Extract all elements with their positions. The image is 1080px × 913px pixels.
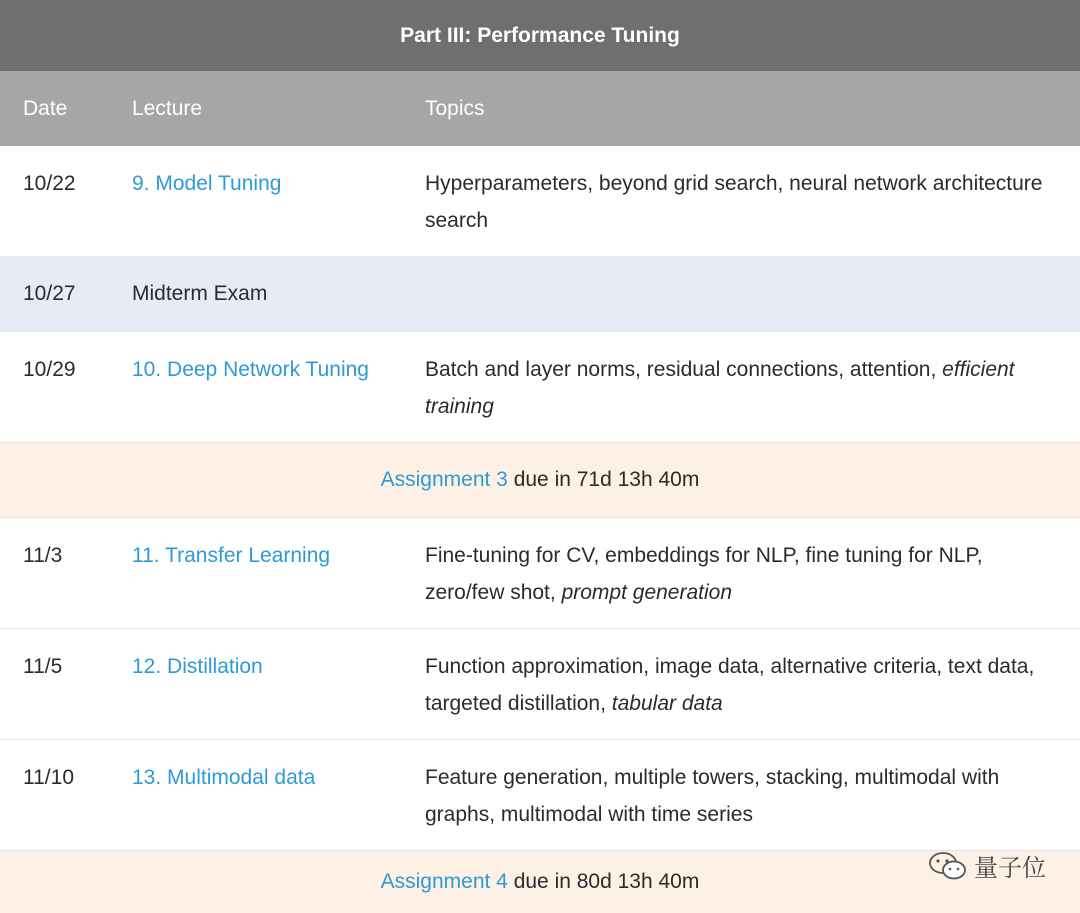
lecture-link[interactable]: 10. Deep Network Tuning bbox=[132, 358, 369, 381]
topics-text: Function approximation, image data, alternative criteria, text data, targeted distillation, bbox=[425, 655, 1035, 715]
watermark bbox=[928, 848, 1046, 883]
row-date: 10/29 bbox=[23, 358, 76, 381]
wechat-icon bbox=[928, 851, 968, 881]
column-header-lecture: Lecture bbox=[132, 97, 203, 120]
assignment-due: due in 80d 13h 40m bbox=[513, 870, 700, 893]
assignment-due: due in 71d 13h 40m bbox=[513, 468, 700, 491]
row-topics: Feature generation, multiple towers, stacking, multimodal with graphs, multimodal with time series bbox=[425, 766, 1000, 826]
row-date: 11/3 bbox=[23, 544, 63, 567]
assignment-row bbox=[0, 443, 1080, 518]
assignment-link[interactable]: Assignment 3 bbox=[380, 468, 508, 491]
column-header-date: Date bbox=[23, 97, 68, 120]
exam-row bbox=[0, 257, 1080, 332]
table-row bbox=[0, 146, 1080, 257]
topics-text: Fine-tuning for CV, embeddings for NLP, fine tuning for NLP, zero/few shot, bbox=[425, 544, 983, 604]
column-header-row bbox=[0, 71, 1080, 146]
exam-label: Midterm Exam bbox=[132, 281, 268, 305]
row-topics: Hyperparameters, beyond grid search, neural network architecture search bbox=[425, 172, 1043, 232]
lecture-link[interactable]: 13. Multimodal data bbox=[132, 766, 316, 789]
topics-text: Batch and layer norms, residual connections, attention, bbox=[425, 358, 937, 381]
row-date: 11/10 bbox=[23, 766, 74, 789]
part-title: Part III: Performance Tuning bbox=[0, 0, 1080, 71]
table-row bbox=[0, 629, 1080, 740]
assignment-row bbox=[0, 851, 1080, 913]
row-topics bbox=[425, 538, 1080, 611]
topics-emphasis: prompt generation bbox=[561, 580, 733, 604]
column-header-topics: Topics bbox=[425, 97, 485, 120]
lecture-link[interactable]: 9. Model Tuning bbox=[132, 172, 282, 195]
topics-emphasis: tabular data bbox=[611, 691, 723, 715]
topics-emphasis: efficient training bbox=[425, 358, 1015, 418]
table-row bbox=[0, 740, 1080, 851]
lecture-link[interactable]: 12. Distillation bbox=[132, 655, 263, 678]
table-row bbox=[0, 518, 1080, 629]
row-date: 11/5 bbox=[23, 655, 63, 678]
assignment-link[interactable]: Assignment 4 bbox=[380, 870, 508, 893]
watermark-text: 量子位 bbox=[974, 855, 1046, 882]
row-topics bbox=[425, 352, 1080, 425]
row-date: 10/22 bbox=[23, 172, 76, 195]
table-row bbox=[0, 332, 1080, 443]
row-date: 10/27 bbox=[23, 281, 76, 305]
row-topics bbox=[425, 649, 1080, 722]
lecture-link[interactable]: 11. Transfer Learning bbox=[132, 544, 331, 567]
